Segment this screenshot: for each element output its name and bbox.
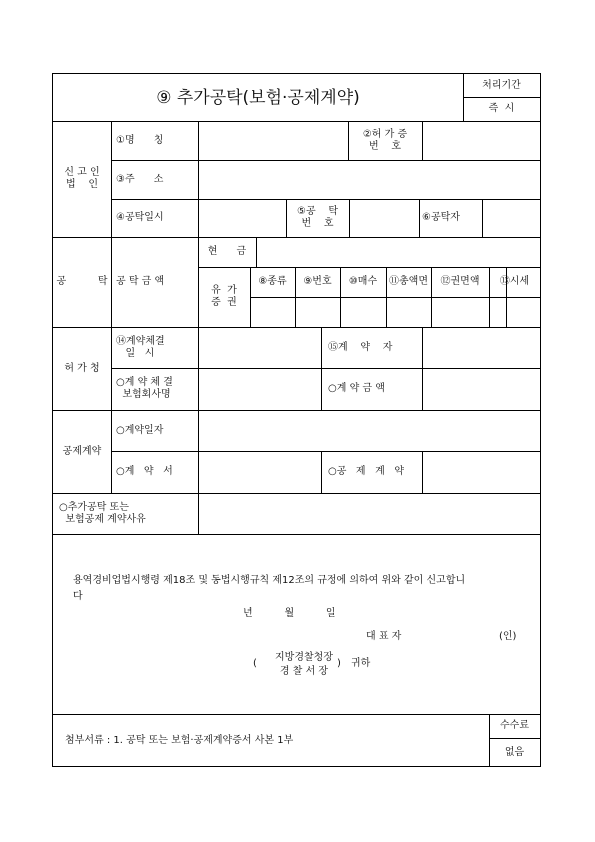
name-label: ①명 칭 [116, 134, 164, 146]
row-divider [111, 160, 540, 161]
number-header: ⑨번호 [303, 276, 332, 287]
col-divider [198, 493, 199, 534]
deposit-amount-label: 공 탁 금 액 [116, 276, 165, 287]
col-divider [111, 121, 112, 493]
cash-label: 현 금 [207, 246, 247, 257]
report-form [52, 73, 541, 767]
col-divider [419, 199, 420, 237]
seal-mark: (인) [499, 631, 517, 642]
market-value-header: ⑬시세 [499, 276, 530, 287]
insurer-name-label: ○계 약 체 결 보험회사명 [116, 377, 173, 400]
col-divider [198, 410, 199, 493]
permit-no-label: ②허 가 증 번 호 [362, 128, 408, 152]
fee-label: 수수료 [500, 720, 529, 731]
col-divider [198, 327, 199, 410]
contract-amount-label: ○계 약 금 액 [328, 383, 385, 394]
paren-close: ) [337, 658, 341, 669]
col-divider [321, 451, 322, 493]
col-divider [256, 237, 257, 267]
form-title: ⑨ 추가공탁(보험·공제계약) [156, 87, 360, 108]
col-divider [422, 451, 423, 493]
mutual-contract-label: ○공 제 계 약 [328, 466, 404, 477]
row-divider [111, 451, 540, 452]
section-mutual: 공제계약 [62, 445, 102, 457]
deposit-no-label: ⑤공 탁 번 호 [297, 206, 338, 229]
statement-text: 용역경비업법시행령 제18조 및 동법시행규칙 제12조의 규정에 의하여 위와 같이 신고합니 다 [73, 575, 466, 602]
processing-period-value: 즉 시 [488, 103, 515, 114]
row-divider [250, 297, 540, 298]
contract-doc-label: ○계 약 서 [116, 466, 173, 477]
representative-label: 대 표 자 [366, 631, 402, 642]
paren-open: ( [253, 658, 257, 669]
kind-header: ⑧종류 [258, 276, 287, 287]
contract-day-label: ○계약일자 [116, 424, 164, 436]
row-divider [53, 534, 540, 535]
row-divider [111, 368, 540, 369]
col-divider [482, 199, 483, 237]
addressee: 귀하 [351, 658, 371, 669]
contract-date-label: ⑭계약체결 일 시 [116, 335, 165, 359]
count-header: ⑩매수 [348, 276, 378, 287]
processing-period-label: 처리기간 [482, 79, 521, 91]
col-divider [349, 199, 350, 237]
col-divider [422, 121, 423, 160]
total-face-header: ⑪총액면 [389, 276, 428, 287]
section-permit: 허 가 청 [64, 362, 100, 374]
col-divider [321, 327, 322, 410]
depositor-label: ⑥공탁자 [422, 212, 460, 223]
address-label: ③주 소 [116, 173, 164, 185]
securities-label: 유 가 증 권 [211, 285, 237, 308]
col-divider [198, 121, 199, 237]
fee-value: 없음 [504, 746, 525, 758]
authority-name: 지방경찰청장 경 찰 서 장 [275, 652, 333, 677]
deposit-date-label: ④공탁일시 [116, 212, 164, 223]
section-reporter: 신 고 인 법 인 [64, 167, 100, 190]
face-value-header: ⑫권면액 [440, 276, 480, 287]
reason-label: ○추가공탁 또는 보험공제 계약사유 [59, 501, 146, 525]
attachment-note: 첨부서류 : 1. 공탁 또는 보험·공제계약증서 사본 1부 [65, 734, 294, 746]
date-line: 년 월 일 [243, 608, 336, 619]
section-deposit: 공 탁 [56, 276, 108, 287]
contractor-label: ⑮계 약 자 [328, 341, 393, 353]
col-divider [422, 327, 423, 410]
